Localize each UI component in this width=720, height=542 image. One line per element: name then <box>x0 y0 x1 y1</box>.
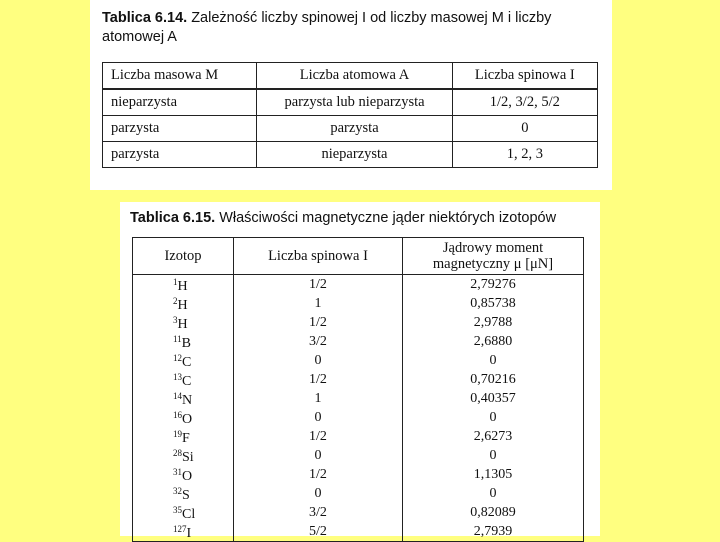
table-row <box>133 465 584 484</box>
table-row <box>133 522 584 542</box>
moment-cell: 0 <box>403 408 584 427</box>
table-row <box>103 142 598 168</box>
isotope-cell <box>133 370 234 389</box>
element-symbol: I <box>186 526 192 541</box>
table-row <box>133 351 584 370</box>
moment-cell: 1,1305 <box>403 465 584 484</box>
element-symbol: H <box>177 279 188 294</box>
isotope-table-body <box>133 275 584 542</box>
mass-number: 11 <box>173 334 182 344</box>
isotope-cell <box>133 484 234 503</box>
caption-text: Zależność liczby spinowej I od liczby masowej M i liczby atomowej A <box>102 10 552 45</box>
element-symbol: Cl <box>182 507 196 522</box>
table-row <box>103 89 598 116</box>
mass-number: 28 <box>173 448 182 458</box>
table-cell: parzysta <box>257 116 452 142</box>
header-cell: Izotop <box>133 238 234 275</box>
isotope-cell <box>133 522 234 542</box>
table-row <box>133 294 584 313</box>
header-line: Jądrowy moment <box>442 240 544 256</box>
table-row <box>133 503 584 522</box>
table-row <box>133 275 584 295</box>
isotope-cell <box>133 503 234 522</box>
element-symbol: B <box>181 336 192 351</box>
isotope-cell <box>133 389 234 408</box>
caption-number: Tablica 6.14. <box>102 10 188 26</box>
spin-cell: 0 <box>234 408 403 427</box>
isotope-cell <box>133 351 234 370</box>
isotope-cell <box>133 408 234 427</box>
mass-number: 3 <box>173 315 178 325</box>
spin-cell: 1 <box>234 389 403 408</box>
moment-cell: 0,70216 <box>403 370 584 389</box>
isotope-cell <box>133 332 234 351</box>
table-6-15-panel <box>120 202 600 541</box>
header-cell: Liczba spinowa I <box>452 63 597 90</box>
isotope-cell <box>133 465 234 484</box>
spin-cell: 0 <box>234 484 403 503</box>
element-symbol: F <box>182 431 190 446</box>
mass-number: 19 <box>173 429 182 439</box>
moment-cell: 2,7939 <box>403 522 584 542</box>
spin-cell: 1/2 <box>234 465 403 484</box>
isotope-cell <box>133 294 234 313</box>
table-6-14-panel <box>90 0 612 190</box>
header-line: magnetyczny μ [μN] <box>432 256 554 272</box>
table-cell: 1, 2, 3 <box>452 142 597 168</box>
table-cell: parzysta <box>103 142 257 168</box>
element-symbol: O <box>182 412 193 427</box>
header-cell <box>403 238 584 275</box>
spin-cell: 0 <box>234 351 403 370</box>
table-cell: 1/2, 3/2, 5/2 <box>452 89 597 116</box>
spin-cell: 1 <box>234 294 403 313</box>
table-cell: 0 <box>452 116 597 142</box>
mass-number: 16 <box>173 410 182 420</box>
mass-number: 32 <box>173 486 182 496</box>
table-cell: parzysta lub nieparzysta <box>257 89 452 116</box>
moment-cell: 2,6880 <box>403 332 584 351</box>
moment-cell: 0 <box>403 446 584 465</box>
table-row <box>133 389 584 408</box>
mass-number: 31 <box>173 467 182 477</box>
spin-cell: 1/2 <box>234 313 403 332</box>
table-6-14-caption <box>102 9 602 47</box>
element-symbol: H <box>177 317 188 332</box>
moment-cell: 2,6273 <box>403 427 584 446</box>
moment-cell: 0,85738 <box>403 294 584 313</box>
mass-number: 127 <box>173 524 187 534</box>
table-cell: parzysta <box>103 116 257 142</box>
table-row <box>133 484 584 503</box>
mass-number: 35 <box>173 505 182 515</box>
table-row <box>103 116 598 142</box>
element-symbol: S <box>182 488 190 503</box>
isotope-cell <box>133 427 234 446</box>
moment-cell: 0 <box>403 351 584 370</box>
table-header-row <box>133 238 584 275</box>
isotope-table <box>132 237 584 542</box>
mass-number: 2 <box>173 296 178 306</box>
moment-cell: 0,82089 <box>403 503 584 522</box>
isotope-cell <box>133 275 234 295</box>
table-row <box>133 332 584 351</box>
moment-cell: 0,40357 <box>403 389 584 408</box>
moment-cell: 0 <box>403 484 584 503</box>
table-row <box>133 408 584 427</box>
element-symbol: Si <box>182 450 194 465</box>
table-cell: nieparzysta <box>103 89 257 116</box>
spin-cell: 3/2 <box>234 503 403 522</box>
element-symbol: H <box>177 298 188 313</box>
element-symbol: N <box>182 393 193 408</box>
header-cell: Liczba atomowa A <box>257 63 452 90</box>
moment-cell: 2,79276 <box>403 275 584 295</box>
table-cell: nieparzysta <box>257 142 452 168</box>
spin-cell: 3/2 <box>234 332 403 351</box>
element-symbol: C <box>182 374 192 389</box>
moment-cell: 2,9788 <box>403 313 584 332</box>
isotope-cell <box>133 446 234 465</box>
mass-number: 12 <box>173 353 182 363</box>
spin-cell: 1/2 <box>234 275 403 295</box>
spin-cell: 5/2 <box>234 522 403 542</box>
table-row <box>133 427 584 446</box>
mass-number: 14 <box>173 391 182 401</box>
header-cell: Liczba masowa M <box>103 63 257 90</box>
table-6-15-caption <box>130 209 590 228</box>
isotope-cell <box>133 313 234 332</box>
spin-cell: 1/2 <box>234 370 403 389</box>
table-row <box>133 370 584 389</box>
table-header-row <box>103 63 598 90</box>
mass-number: 1 <box>173 277 178 287</box>
spin-cell: 1/2 <box>234 427 403 446</box>
spin-cell: 0 <box>234 446 403 465</box>
caption-number: Tablica 6.15. <box>130 210 216 226</box>
header-cell: Liczba spinowa I <box>234 238 403 275</box>
caption-text: Właściwości magnetyczne jąder niektórych izotopów <box>219 210 557 226</box>
element-symbol: O <box>182 469 193 484</box>
mass-number: 13 <box>173 372 182 382</box>
table-row <box>133 313 584 332</box>
element-symbol: C <box>182 355 192 370</box>
spin-rules-table <box>102 62 598 168</box>
table-row <box>133 446 584 465</box>
